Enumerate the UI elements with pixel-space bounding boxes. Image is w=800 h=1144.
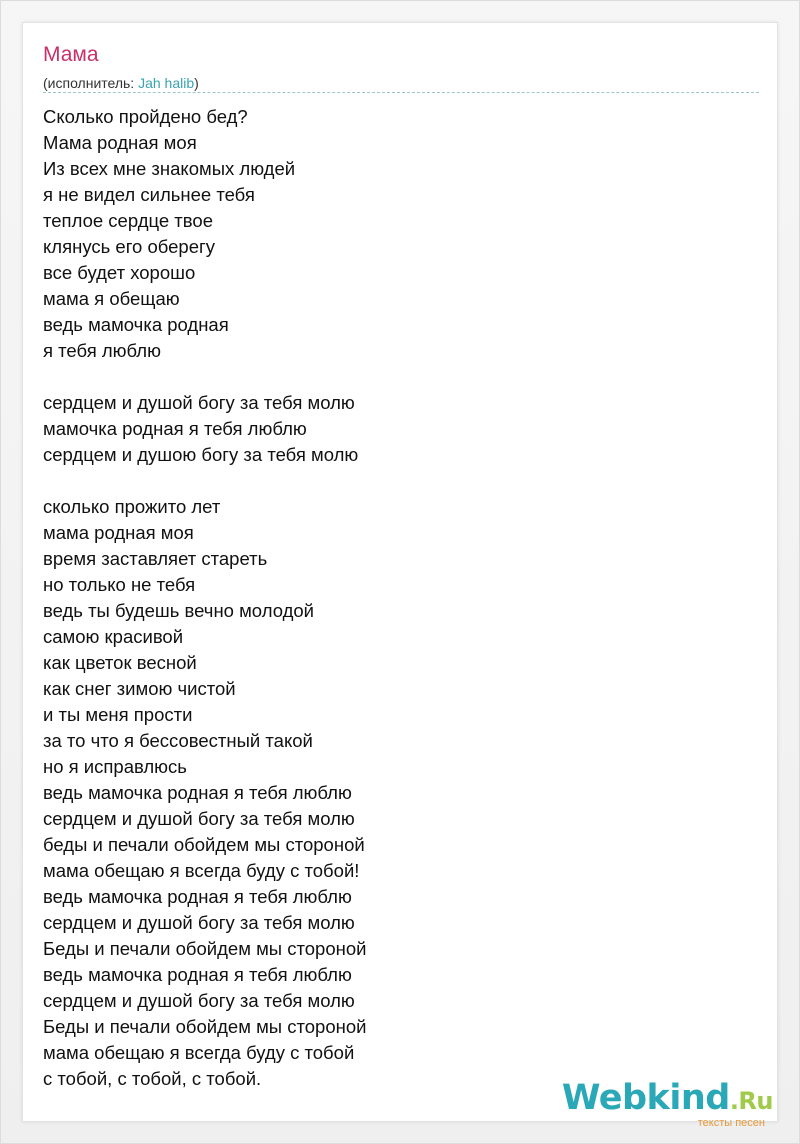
site-logo[interactable] [562,1078,773,1129]
logo-name: Webkind [561,1078,730,1118]
lyric-line: время заставляет стареть [43,548,268,569]
lyric-line: за то что я бессовестный такой [43,730,313,751]
lyric-line: мама обещаю я всегда буду с тобой [43,1042,355,1063]
lyric-line: как цветок весной [43,652,197,673]
song-header [43,42,759,92]
lyric-line: сердцем и душой богу за тебя молю [43,808,355,829]
lyric-line: я не видел сильнее тебя [43,184,255,205]
logo-wordmark [562,1078,773,1121]
lyric-line: сколько прожито лет [43,496,221,517]
lyric-line: мама обещаю я всегда буду с тобой! [43,860,360,881]
lyric-line: сердцем и душою богу за тебя молю [43,444,359,465]
lyric-line: теплое сердце твое [43,210,213,231]
lyric-line: ведь мамочка родная я тебя люблю [43,964,352,985]
lyric-line: все будет хорошо [43,262,196,283]
lyric-line: клянусь его оберегу [43,236,216,257]
stanza-break [43,468,743,494]
artist-suffix: ) [194,75,199,91]
lyric-line: сердцем и душой богу за тебя молю [43,990,355,1011]
artist-link[interactable]: Jah halib [138,75,195,91]
lyric-line: ведь мамочка родная я тебя люблю [43,782,352,803]
lyric-line: ведь мамочка родная [43,314,229,335]
lyric-line: Из всех мне знакомых людей [43,158,296,179]
lyric-line: с тобой, с тобой, с тобой. [43,1068,262,1089]
artist-line [43,74,759,92]
lyric-line: ведь мамочка родная я тебя люблю [43,886,352,907]
stanza-break [43,364,743,390]
song-title: Мама [43,43,99,66]
logo-tld: .Ru [729,1087,773,1115]
lyric-line: я тебя люблю [43,340,161,361]
lyric-line: но я исправлюсь [43,756,187,777]
lyric-line: как снег зимою чистой [43,678,236,699]
lyric-line: сердцем и душой богу за тебя молю [43,912,355,933]
lyric-line: самою красивой [43,626,184,647]
logo-tagline: тексты песен [697,1117,765,1129]
lyrics-body [43,104,743,1092]
lyric-line: и ты меня прости [43,704,193,725]
lyric-line: Мама родная моя [43,132,197,153]
artist-prefix: (исполнитель: [43,75,139,91]
lyric-line: Беды и печали обойдем мы стороной [43,938,367,959]
lyric-line: ведь ты будешь вечно молодой [43,600,314,621]
header-divider [43,92,759,93]
lyric-line: сердцем и душой богу за тебя молю [43,392,355,413]
lyric-line: мама я обещаю [43,288,180,309]
lyric-line: Беды и печали обойдем мы стороной [43,1016,367,1037]
lyric-line: мамочка родная я тебя люблю [43,418,307,439]
lyric-line: но только не тебя [43,574,196,595]
lyric-line: мама родная моя [43,522,194,543]
lyric-line: Сколько пройдено бед? [43,106,248,127]
lyric-line: беды и печали обойдем мы стороной [43,834,365,855]
